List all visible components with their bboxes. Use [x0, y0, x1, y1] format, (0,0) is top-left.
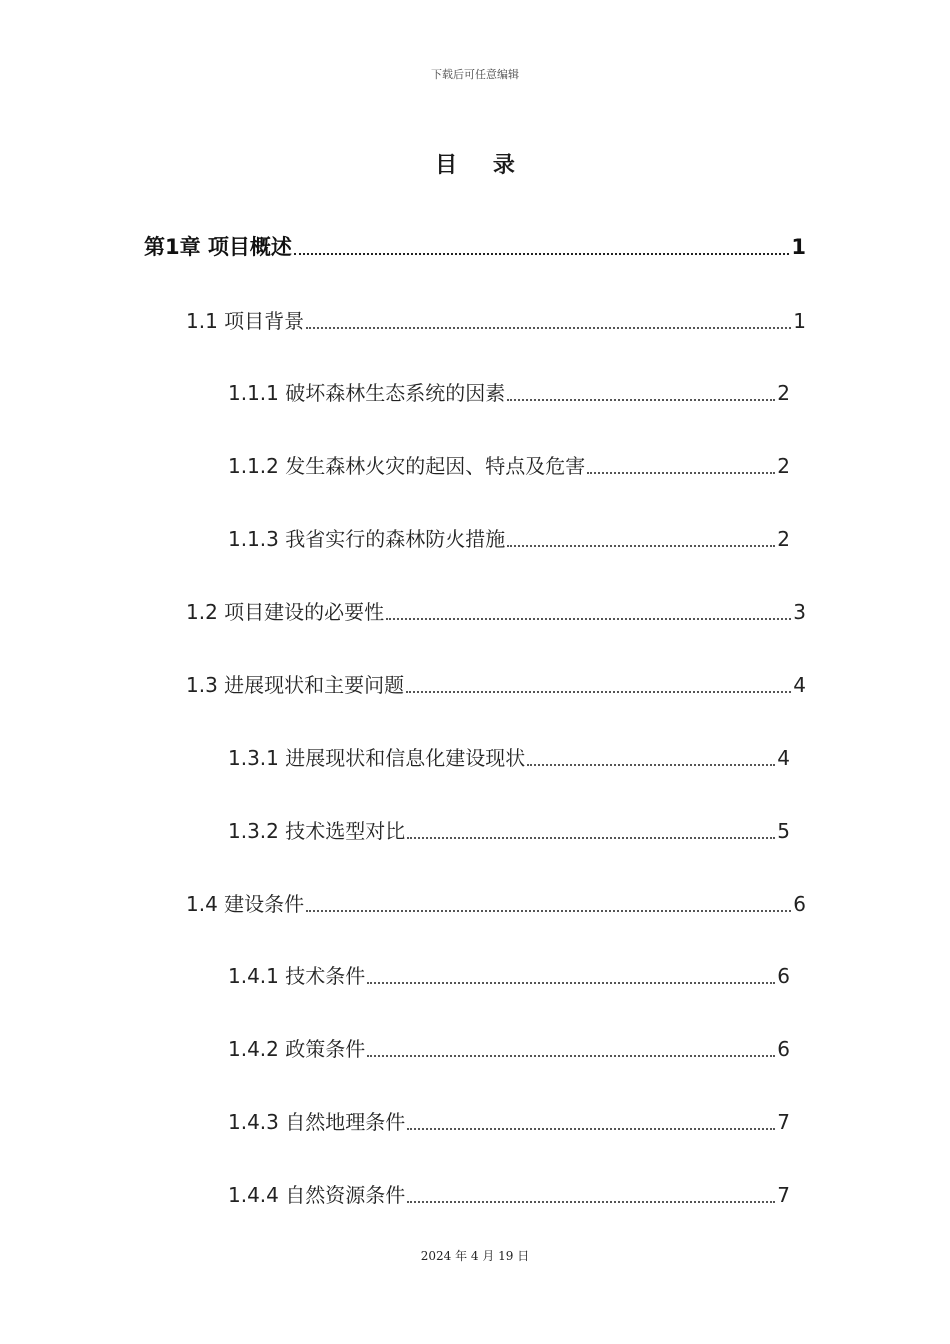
toc-entry-label: 1.4 建设条件: [186, 892, 305, 916]
toc-entry-label: 第1章 项目概述: [144, 235, 292, 259]
toc-entry-1-1[interactable]: [186, 306, 806, 336]
toc-leader-dots: [306, 910, 791, 912]
toc-entry-page: 1: [791, 235, 806, 259]
toc-leader-dots: [407, 1128, 775, 1130]
toc-entry-1-3-2[interactable]: [228, 816, 790, 846]
toc-entry-label: 1.1.3 我省实行的森林防火措施: [228, 527, 506, 551]
toc-entry-page: 4: [793, 673, 806, 697]
toc-entry-page: 3: [793, 600, 806, 624]
toc-entry-page: 2: [777, 527, 790, 551]
toc-entry-1-3-1[interactable]: [228, 743, 790, 773]
toc-entry-1-4-1[interactable]: [228, 961, 790, 991]
toc-leader-dots: [367, 1055, 775, 1057]
toc-leader-dots: [294, 253, 789, 255]
toc-entry-1-3[interactable]: [186, 670, 806, 700]
toc-entry-label: 1.1.2 发生森林火灾的起因、特点及危害: [228, 454, 586, 478]
toc-entry-label: 1.4.1 技术条件: [228, 964, 366, 988]
toc-entry-label: 1.3.1 进展现状和信息化建设现状: [228, 746, 526, 770]
toc-entry-label: 1.1.1 破坏森林生态系统的因素: [228, 381, 506, 405]
toc-entry-label: 1.4.4 自然资源条件: [228, 1183, 406, 1207]
toc-entry-1-1-3[interactable]: [228, 524, 790, 554]
toc-entry-page: 5: [777, 819, 790, 843]
toc-entry-label: 1.3 进展现状和主要问题: [186, 673, 405, 697]
toc-leader-dots: [407, 1201, 775, 1203]
toc-entry-1-1-2[interactable]: [228, 451, 790, 481]
toc-entry-page: 6: [777, 1037, 790, 1061]
toc-entry-label: 1.4.2 政策条件: [228, 1037, 366, 1061]
toc-leader-dots: [507, 545, 775, 547]
toc-entry-1-2[interactable]: [186, 597, 806, 627]
toc-leader-dots: [407, 837, 775, 839]
toc-entry-label: 1.4.3 自然地理条件: [228, 1110, 406, 1134]
toc-leader-dots: [587, 472, 775, 474]
toc-leader-dots: [386, 618, 791, 620]
toc-entry-page: 6: [793, 892, 806, 916]
toc-entry-label: 1.1 项目背景: [186, 309, 305, 333]
toc-entry-page: 2: [777, 454, 790, 478]
toc-entry-1-4-2[interactable]: [228, 1034, 790, 1064]
toc-entry-page: 4: [777, 746, 790, 770]
toc-entry-1-4-3[interactable]: [228, 1107, 790, 1137]
toc-leader-dots: [527, 764, 775, 766]
toc-entry-page: 6: [777, 964, 790, 988]
toc-entry-page: 1: [793, 309, 806, 333]
page-footer-date: 2024 年 4 月 19 日: [420, 1249, 530, 1263]
toc-entry-1-4-4[interactable]: [228, 1180, 790, 1210]
toc-entry-1-1-1[interactable]: [228, 378, 790, 408]
toc-entry-label: 1.3.2 技术选型对比: [228, 819, 406, 843]
toc-entry-page: 7: [777, 1183, 790, 1207]
toc-entry-chapter-1[interactable]: [144, 232, 806, 262]
toc-leader-dots: [367, 982, 775, 984]
toc-title: 目 录: [435, 153, 529, 178]
page-header: 下载后可任意编辑: [431, 68, 519, 81]
toc-entry-1-4[interactable]: [186, 889, 806, 919]
toc-entry-label: 1.2 项目建设的必要性: [186, 600, 385, 624]
toc-entry-page: 7: [777, 1110, 790, 1134]
toc-leader-dots: [406, 691, 791, 693]
toc-entry-page: 2: [777, 381, 790, 405]
toc-leader-dots: [507, 399, 775, 401]
toc-leader-dots: [306, 327, 791, 329]
